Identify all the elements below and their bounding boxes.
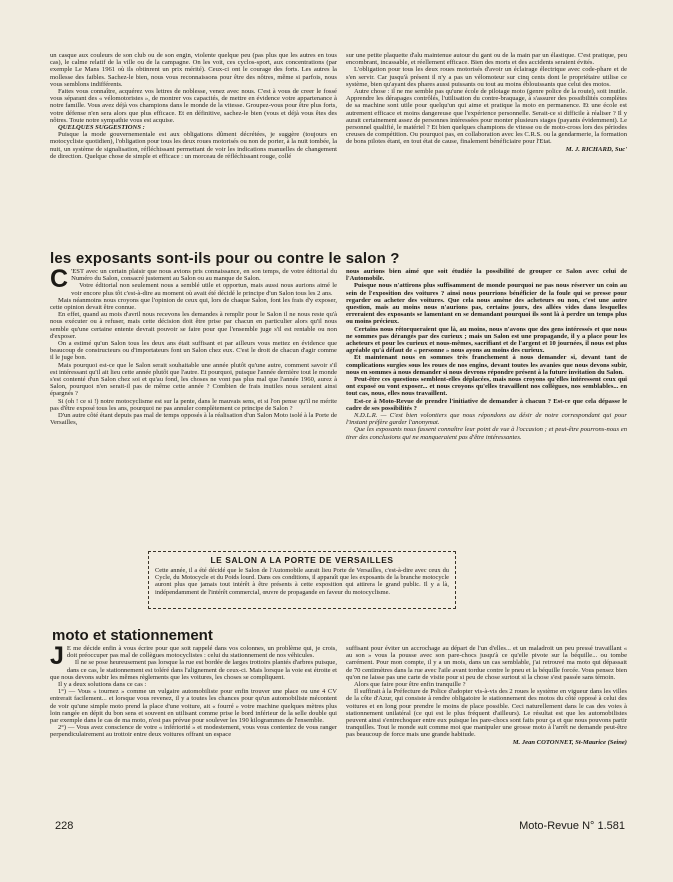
- paragraph: On a estimé qu'un Salon tous les deux ans était suffisant et par ailleurs vous mettez en évidence que beaucoup de constructeurs ou d'importateurs font un Salon chez eux. C'est le droit de chacun d'agir comme il le juge bon.: [50, 340, 337, 362]
- headline-stationnement: moto et stationnement: [52, 627, 213, 644]
- drop-cap: C: [50, 268, 69, 293]
- paragraph: 1°) — Vous « tournez » comme un vulgaire automobiliste pour enfin trouver une place ou une 4 CV entrerait facilement... et lorsque vous revenez, il y a toutes les chances pour qu'un automobiliste mécontent de voir qu'une simple moto prend la place d'une voiture, ait « fourré » votre machine quelques mètres plus loin rangée en dépit du bon sens et souvent en utilisant comme prise le bord inférieur de la selle double qui par exemple dans le cas de ma moto, n'est pas prévue pour soulever les 190 kilogrammes de l'ensemble.: [50, 688, 337, 725]
- notice-box: [148, 551, 456, 609]
- stationnement-column-left: [50, 645, 337, 813]
- paragraph: Et maintenant nous en sommes très franchement à nous demander si, devant tant de complications surgies sous les roues de nos engins, devant toutes les avanies que nous devons subir, nous en sommes à nous demander si nous devrons répondre présent à la future invitation du Salon.: [346, 354, 627, 376]
- notice-title: LE SALON A LA PORTE DE VERSAILLES: [210, 555, 394, 565]
- paragraph: Votre éditorial non seulement nous a semblé utile et opportun, mais aussi nous aurions aimé le voir encore plus tôt c'est-à-dire au moment où avait été décidé le principe d'un Salon tous les 2 ans.: [71, 282, 337, 297]
- paragraph: Alors que faire pour être enfin tranquille ?: [354, 681, 466, 689]
- paragraph: Il suffirait à la Préfecture de Police d'adopter vis-à-vis des 2 roues le système en vigueur dans les villes de la côte d'Azur, qui consiste à rendre obligatoire le stationnement des motos du côté opposé à celui des voitures et en long pour prendre le moins de place possible. Ceci naturellement dans le cas des voies à stationnement unilatéral (ce qui est le plus fréquent d'ailleurs). Le résultat est que les automobilistes peuvent ainsi s'entrechoquer entre eux puisque les pare-chocs sont faits pour ça et que nous pouvons partir tranquilles. Tout le monde suit comme moi que manipuler une grosse moto à l'arrêt ne demande peut-être pas beaucoup de force mais une grande habitude.: [346, 688, 627, 739]
- paragraph: Faites vous connaître, acquérez vos lettres de noblesse, venez avec nous. C'est à vous de creer le fossé vous séparant des « vélomotoristes », de montrer vos capacités, de mettre en évidence votre appartenance à notre famille. Vous avez déjà vos champions dans le monde de la vitesse. Groupez-vous pour être plus forts, votre défense n'en sera alors que plus efficace. Et en définitive, sachez-le bien (vous et déjà vous êtes des nôtres. Toute notre sympathie vous est acquise.: [50, 88, 337, 124]
- notice-text: Cette année, il a été décidé que le Salon de l'Automobile aurait lieu Porte de Versailles, c'est-à-dire avec ceux du Cycle, du Motocycle et du Poids lourd. Dans ces conditions, il apparaît que les exposants de la branche motocycle auront plus que jamais tout intérêt à être présents à cette exposition qui attirera le grand public. Il y a là, indépendamment de l'intérêt commercial, œuvre de propagande en faveur du motocyclisme.: [155, 567, 449, 596]
- stationnement-column-right: [346, 645, 627, 813]
- paragraph: Autre chose : il ne me semble pas qu'une école de pilotage moto (genre police de la route), soit inutile. Apprendre les dérapages contrôlés, l'utilisation du contre-braquage, à s'assurer des possibilités complètes de sa machine sont utile pour quelqu'un qui aime et pratique la moto en permanence. Et une école est autrement efficace et moins dangereuse que l'expérience personnelle. Serait-ce si difficile à réaliser ? Il y aurait certainement assez de personnes intéressées pour monter plusieurs stages (payants évidemment). Le personnel qualifié, le matériel ? Et bien quelques champions de vitesse ou de moto-cross lors des périodes creuses de compétition. Ou pourquoi pas, en collaboration avec les C.R.S. ou la gendarmerie, la formation de bons pilotes étant, en tout état de cause, finalement bénéficiaire pour l'Etat.: [346, 88, 627, 146]
- paragraph: Il y a deux solutions dans ce cas :: [58, 681, 147, 689]
- editor-note: Que les exposants nous fassent connaître leur point de vue à l'occasion ; et peut-être pourrons-nous en tirer des conclusions qui ne manqueraient pas d'être intéressantes.: [346, 426, 627, 441]
- paragraph: Il ne se pose heureusement pas lorsque la rue est bordée de larges trottoirs plantés d'arbres puisque, dans ce cas, le stationnement est toléré dans l'alignement de ceux-ci. Mais lorsque la voie est étroite et que nous devons subir les mêmes règlements que les voitures, les choses se compliquent.: [50, 659, 337, 681]
- paragraph: E me décide enfin à vous écrire pour que soit rappelé dans vos colonnes, un problème qui, je crois, doit préoccuper pas mal de collègues motocyclistes : celui du stationnement de nos véhicules.: [66, 645, 337, 660]
- paragraph: L'obligation pour tous les deux roues motorisés d'avoir un éclairage électrique avec code-phare et de s'en servir. Car jusqu'à présent il n'y a pas un vélomoteur sur cinq cents dont le propriétaire utilise ce système, bien qu'ayant des phares aussi puissants ou tout au moins éblouissants que celui des motos.: [346, 66, 627, 88]
- paragraph: nous aurions bien aimé que soit étudiée la possibilité de grouper ce Salon avec celui de l'Automobile.: [346, 268, 627, 283]
- paragraph: un casque aux couleurs de son club ou de son engin, violente quelque peu (pas plus que les autres en tous cas), le calme relatif de la ville ou de la campagne. On les voit, ces cyclos-sport, aux concentrations (par exemple Le Mans 1961 où ils obtinrent un prix mérité). Ceux-ci ont le courage des forts. Les autres la mollesse des faibles. Sachez-le bien, nous vous reconnaissons pour être des nôtres, même si parfois, nous vous semblons indifférents.: [50, 52, 337, 88]
- paragraph: Puisque nous n'attirons plus suffisamment de monde pourquoi ne pas nous réserver un coin au sein de l'exposition des voitures ? ainsi nous pourrions bénéficier de la foule qui se presse pour regarder ou acheter des voitures. Que cela nous amène des acheteurs ou non, c'est une autre question, mais au moins nous n'aurions pas, certains jours, des allées vides dans lesquelles erreraient des exposants se lamentant en se demandant pourquoi ils sont là à perdre un temps plus ou moins précieux.: [346, 282, 627, 326]
- drop-cap: J: [50, 645, 64, 670]
- editor-note: N.D.L.R. — C'est bien volontiers que nous répondons au désir de notre correspondant qui pour l'instant préfère garder l'anonymat.: [346, 412, 627, 427]
- paragraph: Certains nous rétorqueraient que là, au moins, nous n'avons que des gens intéressés et que nous ne sommes pas dérangés par des curieux ; mais un Salon est une propagande, il y a place pour les acheteurs et pour les curieux et nous-mêmes, sacrifiant et de l'argent et 10 journées, il nous est plus agréable qu'à défaut de « personne » nous ayons au moins des curieux.: [346, 325, 627, 355]
- paragraph: Mais pourquoi est-ce que le Salon serait souhaitable une année plutôt qu'une autre, comment savoir s'il est intéressant qu'il ait lieu cette année plutôt que l'autre. Et pourquoi, puisque l'année dernière tout le monde s'est contenté d'un Salon chez soi et qu'au fond, les choses ne vont pas plus mal que l'année 1960, aurez à Salon, pourquoi n'en serait-il pas de même cette année ? Combien de frais inutiles nous seraient ainsi épargnés ?: [50, 361, 337, 398]
- letter-column-top-left: [50, 52, 337, 242]
- paragraph: 'EST avec un certain plaisir que nous avions pris connaissance, en son temps, de votre éditorial du Numéro du Salon, consacré justement au Salon ou au manque de Salon.: [71, 268, 337, 283]
- paragraph: suffisant pour éviter un accrochage au départ de l'un d'elles... et un maladroit un peu pressé travaillant « au son » vous la pousse avec son pare-chocs jusqu'à ce qu'elle pivote sur la béquille... ou tombe carrément. Pour mon compte, il y a un mois, dans un cas semblable, j'ai retrouvé ma moto qui dépassait de 70 centimètres dans la rue avec l'aile avant tordue contre le pneu et la béquille forcée. Vous pensez bien qu'on ne laisse pas une carte de visite pour si peu de chose surtout si la chose s'est passée sans témoin.: [346, 645, 627, 681]
- subheading: QUELQUES SUGGESTIONS :: [58, 124, 145, 132]
- paragraph: D'un autre côté étant depuis pas mal de temps opposés à la réalisation d'un Salon Moto isolé à la Porte de Versailles,: [50, 412, 337, 427]
- paragraph: Est-ce à Moto-Revue de prendre l'initiative de demander à chacun ? Est-ce que cela dépasse le cadre de ses possibilités ?: [346, 397, 627, 412]
- signature: M. Jean COTONNET, St-Maurice (Seine): [512, 738, 627, 746]
- headline-salon: les exposants sont-ils pour ou contre le salon ?: [50, 250, 400, 267]
- salon-column-left: [50, 268, 337, 543]
- salon-column-right: [346, 268, 627, 543]
- page-footer: [55, 820, 625, 836]
- paragraph: Mais néanmoins nous croyons que l'opinion de ceux qui, lors de chaque Salon, font les frais d'y exposer, cette opinion devait être connue.: [50, 296, 337, 312]
- paragraph: En effet, quand au mois d'avril nous recevons les demandes à remplir pour le Salon il ne nous reste qu'à nous exécuter ou à refuser, mais cette décision doit être prise par chacun en particulier alors qu'il nous semble qu'une certaine entente devrait pouvoir se faire pour que l'ensemble juge s'il est rentable ou non d'exposer.: [50, 311, 337, 340]
- paragraph: Peut-être ces questions semblent-elles déplacées, mais nous croyons qu'elles intéressent ceux qui ont exposé ou vont exposer... et nous croyons qu'elles travaillent nos collègues, nos semblables... en tout cas, nous, elles nous travaillent.: [346, 376, 627, 398]
- signature: M. J. RICHARD, Suc': [565, 145, 627, 153]
- paragraph: 2°) — Vous avez conscience de votre « infériorité » et modestement, vous vous contentez de vous ranger perpendiculairement au trottoir entre deux voitures offrant un espace: [50, 724, 337, 739]
- paragraph: Puisque la mode gouvernementale est aux obligations dûment décrétées, je suggère (toujours en motocycliste quotidien), l'obligation pour tous les deux roues motorisés ou non de porter, à la nuit tombée, la nuit, un système de signalisation, réfléchissant permettant de voir les indications manuelles de changement de direction. Quelque chose de simple et efficace : un morceau de réfléchissant rouge, collé: [50, 131, 337, 160]
- paragraph: Si (oh ! ce si !) notre motocyclisme est sur la pente, dans le mauvais sens, et si l'on pense qu'il ne mérite pas d'être exposé tous les ans, pourquoi ne pas annuler complètement ce principe de Salon ?: [50, 397, 337, 412]
- letter-column-top-right: [346, 52, 627, 244]
- paragraph: sur une petite plaquette d'alu maintenue autour du gant ou de la main par un élastique. C'est pratique, peu encombrant, incassable, et réellement efficace. Bien des morts et des accidents seraient évités.: [346, 52, 627, 67]
- magazine-issue: Moto-Revue N° 1.581: [519, 820, 625, 832]
- page-number: 228: [55, 820, 74, 832]
